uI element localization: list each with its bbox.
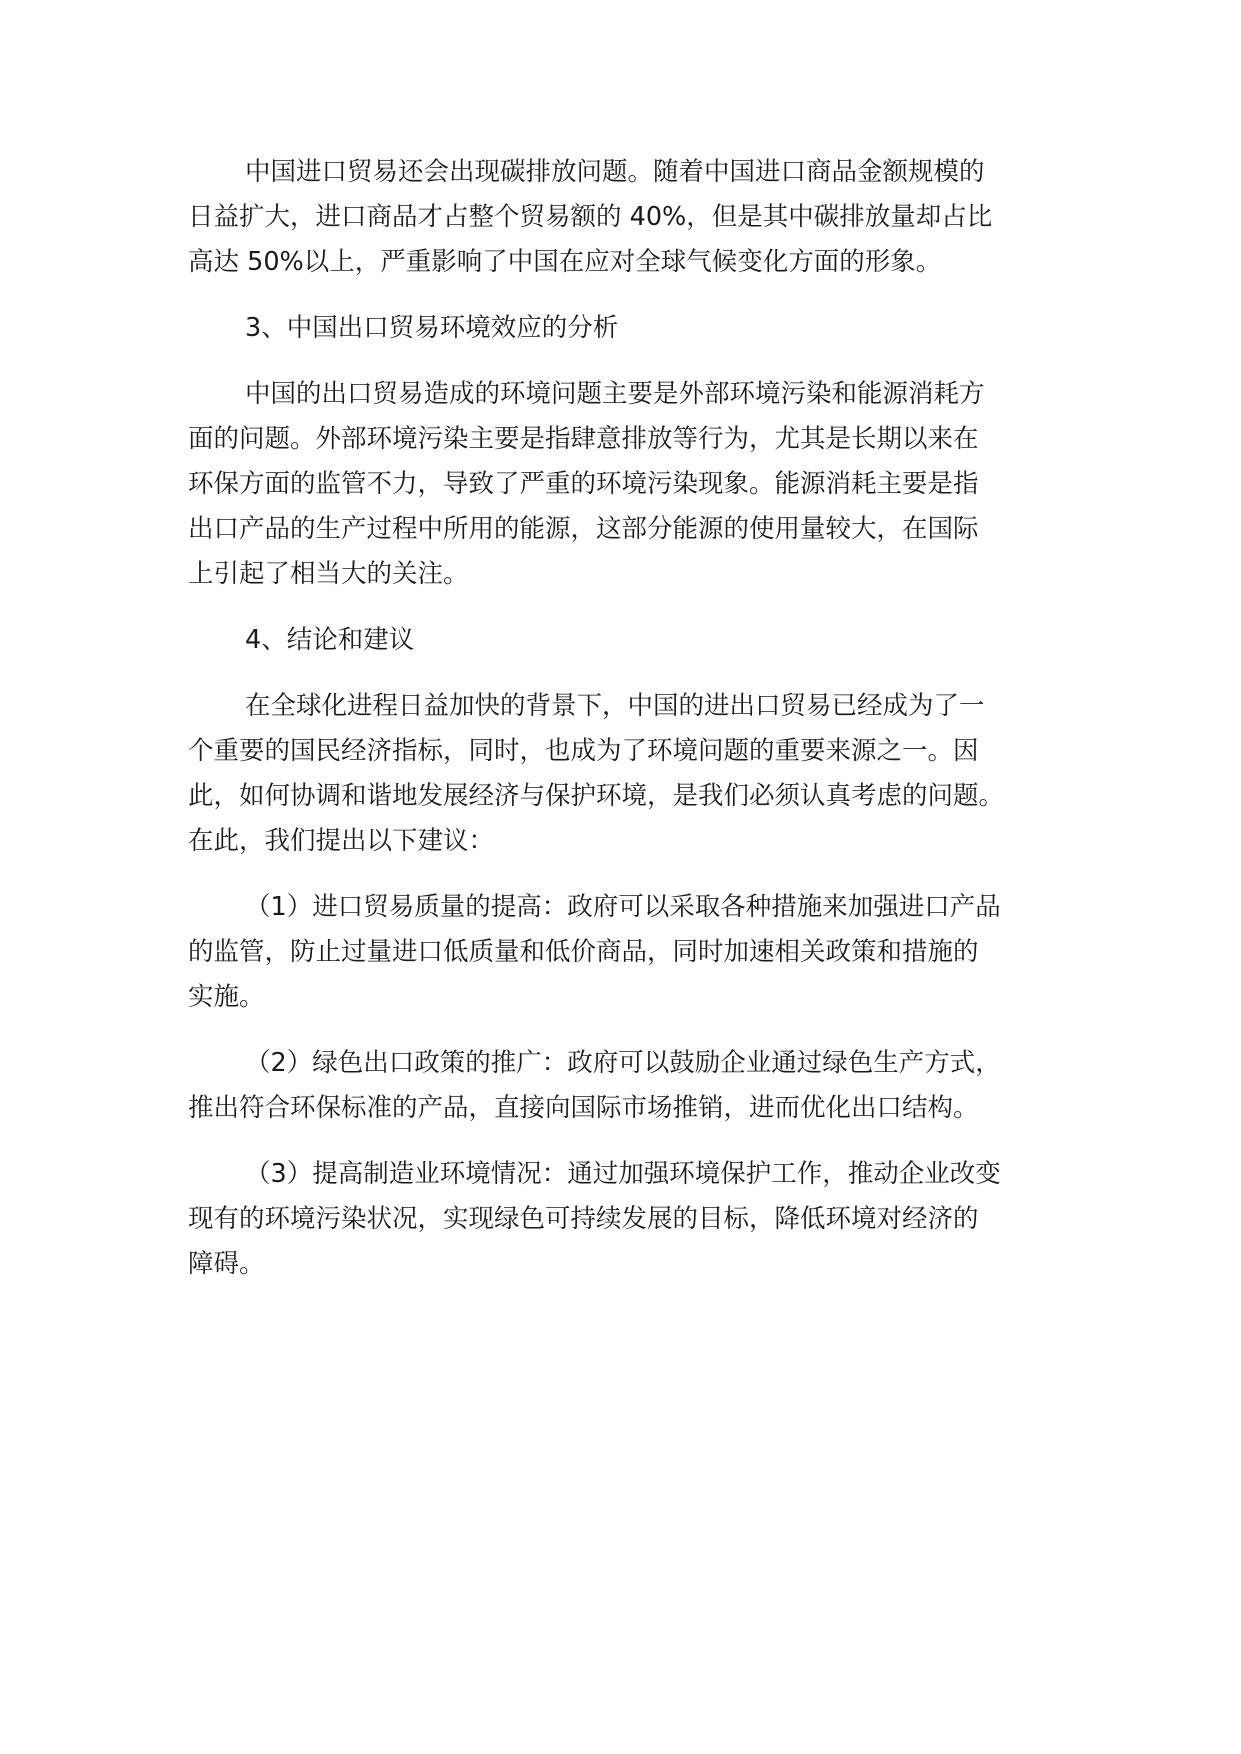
section-heading-3 — [188, 306, 1088, 351]
text-line: 出口产品的生产过程中所用的能源，这部分能源的使用量较大，在国际 — [188, 514, 979, 544]
text-line: 个重要的国民经济指标，同时，也成为了环境问题的重要来源之一。因 — [188, 736, 979, 766]
paragraph-carbon-emission — [188, 150, 1088, 285]
suggestion-3 — [188, 1152, 1088, 1287]
text-line: 面的问题。外部环境污染主要是指肆意排放等行为，尤其是长期以来在 — [188, 424, 979, 454]
text-line: 实施。 — [188, 982, 265, 1012]
heading-text: 4、结论和建议 — [245, 625, 415, 655]
text-line: 中国的出口贸易造成的环境问题主要是外部环境污染和能源消耗方 — [245, 379, 985, 409]
text-line: 环保方面的监管不力，导致了严重的环境污染现象。能源消耗主要是指 — [188, 469, 979, 499]
suggestion-2 — [188, 1041, 1088, 1131]
heading-text: 3、中国出口贸易环境效应的分析 — [245, 313, 619, 343]
text-line: 中国进口贸易还会出现碳排放问题。随着中国进口商品金额规模的 — [245, 157, 985, 187]
text-line: 障碍。 — [188, 1249, 265, 1279]
text-line: 此，如何协调和谐地发展经济与保护环境，是我们必须认真考虑的问题。 — [188, 781, 1005, 811]
text-line: 日益扩大，进口商品才占整个贸易额的 40%，但是其中碳排放量却占比 — [188, 202, 993, 232]
text-line: （1）进口贸易质量的提高：政府可以采取各种措施来加强进口产品 — [245, 892, 1001, 922]
text-line: 上引起了相当大的关注。 — [188, 559, 469, 589]
text-line: 现有的环境污染状况，实现绿色可持续发展的目标，降低环境对经济的 — [188, 1204, 979, 1234]
paragraph-conclusion — [188, 684, 1088, 864]
text-line: 的监管，防止过量进口低质量和低价商品，同时加速相关政策和措施的 — [188, 937, 979, 967]
document-page — [188, 150, 1088, 1308]
text-line: 在此，我们提出以下建议： — [188, 826, 495, 856]
text-line: 在全球化进程日益加快的背景下，中国的进出口贸易已经成为了一 — [245, 691, 985, 721]
suggestion-1 — [188, 885, 1088, 1020]
text-line: 推出符合环保标准的产品，直接向国际市场推销，进而优化出口结构。 — [188, 1093, 979, 1123]
text-line: 高达 50%以上，严重影响了中国在应对全球气候变化方面的形象。 — [188, 247, 942, 277]
text-line: （3）提高制造业环境情况：通过加强环境保护工作，推动企业改变 — [245, 1159, 1001, 1189]
paragraph-export-environment — [188, 372, 1088, 597]
text-line: （2）绿色出口政策的推广：政府可以鼓励企业通过绿色生产方式， — [245, 1048, 1001, 1078]
section-heading-4 — [188, 618, 1088, 663]
